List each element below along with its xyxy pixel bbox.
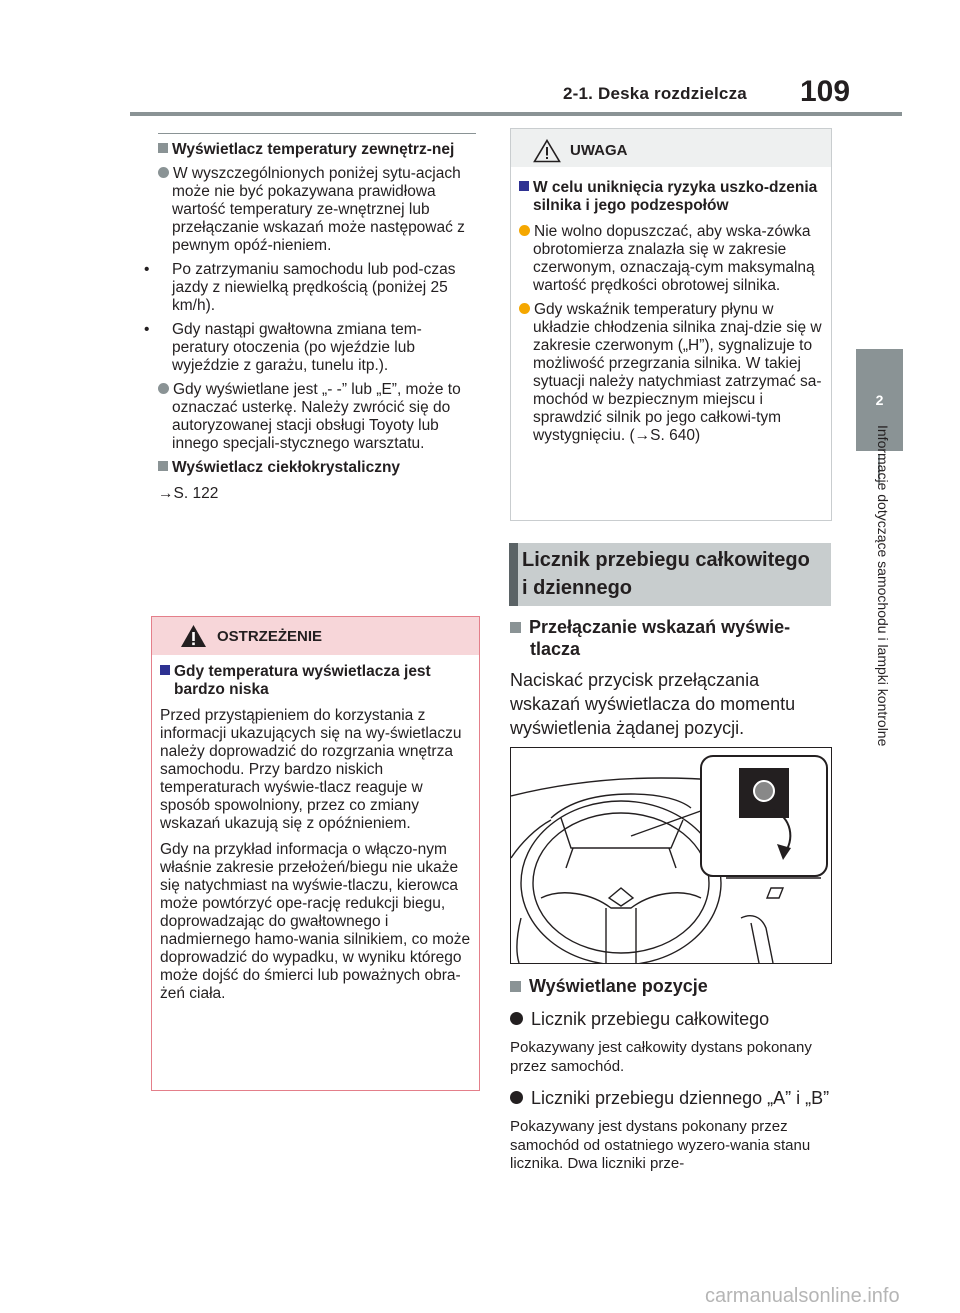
item-trip-meters: Liczniki przebiegu dziennego „A” i „B” bbox=[510, 1086, 830, 1110]
left-top-rule bbox=[158, 133, 476, 134]
error-para: Gdy wyświetlane jest „- -” lub „E”, może to oznaczać usterkę. Należy zwrócić się do autoryzowanej stacji obsługi Toyoty lub innego specjali-stycznego warsztatu. bbox=[158, 381, 476, 453]
warning-header bbox=[152, 617, 479, 655]
watermark: carmanualsonline.info bbox=[705, 1285, 900, 1307]
caution-title: UWAGA bbox=[570, 142, 628, 159]
caution-triangle-icon bbox=[533, 139, 561, 163]
steering-wheel-drawing bbox=[511, 748, 831, 963]
caution-para-1: Nie wolno dopuszczać, aby wska-zówka obrotomierza znalazła się w zakresie czerwonym, oznaczają-cym maksymalną wartość prędkości obrotowej silnika. bbox=[519, 223, 823, 295]
item-odometer: Licznik przebiegu całkowitego bbox=[510, 1007, 830, 1031]
chapter-side-text: Informacje dotyczące samochodu i lampki kontrolne bbox=[875, 425, 891, 747]
item-odometer-desc: Pokazywany jest całkowity dystans pokonany przez samochód. bbox=[510, 1039, 812, 1075]
caution-heading: W celu uniknięcia ryzyka uszko-dzenia silnika i jego podzespołów bbox=[519, 179, 823, 215]
round-bullet-icon bbox=[519, 225, 530, 236]
items-block bbox=[510, 975, 830, 1174]
square-bullet-icon bbox=[158, 461, 168, 471]
square-bullet-icon bbox=[158, 143, 168, 153]
header-rule bbox=[130, 112, 902, 116]
list-item: • Po zatrzymaniu samochodu lub pod-czas jazdy z niewielką prędkością (poniżej 25 km/h). bbox=[144, 261, 456, 314]
section-band-title: Licznik przebiegu całkowitego i dziennego bbox=[522, 549, 810, 599]
switch-display-block bbox=[510, 616, 830, 740]
section-band-bar bbox=[509, 543, 518, 606]
round-bullet-icon bbox=[510, 1012, 523, 1025]
list-item: • Gdy nastąpi gwałtowna zmiana tem-peratury otoczenia (po wjeździe lub wyjeździe z garażu, tunelu itp.). bbox=[144, 321, 422, 374]
lcd-heading: Wyświetlacz ciekłokrystaliczny bbox=[158, 459, 476, 477]
chapter-tab: 2 bbox=[856, 349, 903, 451]
switch-para: Naciskać przycisk przełączania wskazań wyświetlacza do momentu wyświetlenia żądanej pozycji. bbox=[510, 670, 796, 738]
switch-heading: Przełączanie wskazań wyświe-tlacza bbox=[510, 616, 830, 660]
item-trip-desc: Pokazywany jest dystans pokonany przez samochód od ostatniego wyzero-wania stanu licznika. Dwa liczniki prze- bbox=[510, 1118, 811, 1172]
caution-para-2: Gdy wskaźnik temperatury płynu w układzie chłodzenia silnika znaj-dzie się w zakresie czerwonym („H”), sygnalizuje to możliwość przegrzania silnika. W takiej sytuacji należy natychmiast zatrzymać sa-mochód w bezpiecznym miejscu i sprawdzić silnik po jego całkowi-tym wystygnięciu. (→S. 640) bbox=[519, 301, 823, 445]
round-bullet-icon bbox=[510, 1091, 523, 1104]
page-reference: →S. 122 bbox=[158, 485, 219, 502]
section-title: 2-1. Deska rozdzielcza bbox=[563, 84, 747, 103]
dot-bullet-icon: • bbox=[144, 321, 150, 338]
items-heading: Wyświetlane pozycje bbox=[510, 975, 830, 997]
outside-temp-heading: Wyświetlacz temperatury zewnętrz-nej bbox=[158, 141, 476, 159]
square-bullet-icon bbox=[519, 181, 529, 191]
round-bullet-icon bbox=[158, 167, 169, 178]
square-bullet-icon bbox=[510, 981, 521, 992]
warning-para-1: Przed przystąpieniem do korzystania z informacji ukazujących się na wy-świetlaczu należy doprowadzić do rozgrzania wnętrza samochodu. Przy bardzo niskich temperaturach wyświe-tlacz reaguje w sposób spowolniony, przez co zmiany wskazań ukazują się z opóźnieniem. bbox=[160, 707, 462, 832]
left-column bbox=[144, 141, 476, 503]
warning-para-2: Gdy na przykład informacja o włączo-nym właśnie zakresie przełożeń/biegu nie ukaże się natychmiast na wyświe-tlaczu, kierowca może powtórzyć ope-rację redukcji biegu, doprowadzając do gwałtownego i nadmiernego hamo-wania silnikiem, co może doprowadzić do wypadku, w wyniku którego może dojść do śmierci lub poważnych obra-żeń ciała. bbox=[160, 841, 471, 1002]
round-bullet-icon bbox=[158, 383, 169, 394]
page-number: 109 bbox=[800, 75, 851, 108]
warning-box bbox=[151, 616, 480, 1091]
dot-bullet-icon: • bbox=[144, 261, 150, 278]
round-bullet-icon bbox=[519, 303, 530, 314]
warning-heading: Gdy temperatura wyświetlacza jest bardzo niska bbox=[160, 663, 471, 699]
warning-triangle-icon bbox=[180, 624, 207, 648]
caution-header bbox=[511, 129, 831, 167]
square-bullet-icon bbox=[160, 665, 170, 675]
caution-box bbox=[510, 128, 832, 521]
warning-title: OSTRZEŻENIE bbox=[217, 628, 323, 645]
dashboard-illustration bbox=[510, 747, 832, 964]
square-bullet-icon bbox=[510, 622, 521, 633]
outside-temp-para: W wyszczególnionych poniżej sytu-acjach może nie być pokazywana prawidłowa wartość temperatury ze-wnętrznej lub przełączanie wskazań może następować z pewnym opóź-nieniem. bbox=[158, 165, 476, 255]
